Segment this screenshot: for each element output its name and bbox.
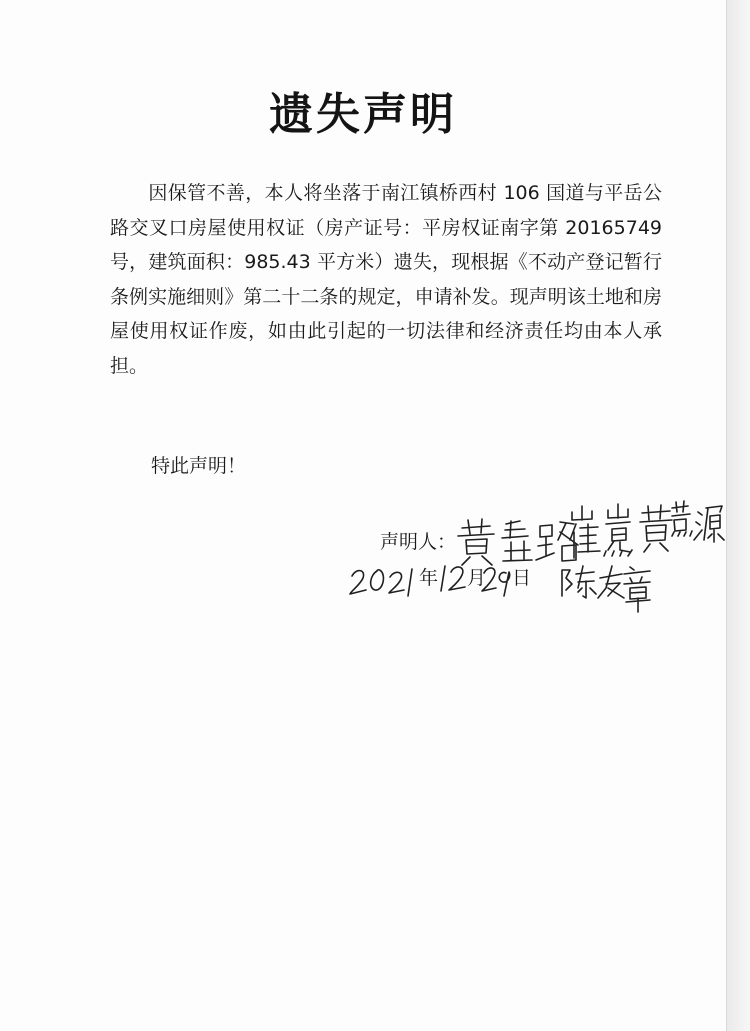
- closing-line: 特此声明！: [151, 455, 247, 477]
- statement-text: 因保管不善，本人将坐落于南江镇桥西村 106 国道与平岳公路交叉口房屋使用权证（房产证号：平房权证南字第 20165749 号，建筑面积：985.43 平方米）遗失，现根据《不动产登记暂行条例实施细则》第二十二条的规定，申请补发。现声明该土地和房屋使用权证作废，如由此引起的一切法律和经济责任均由本人承担。: [110, 182, 662, 377]
- document-title: 遗失声明: [269, 89, 457, 140]
- date-day-char: 日: [512, 567, 532, 589]
- date-year-char: 年: [419, 567, 439, 589]
- signature-strokes: [350, 501, 724, 612]
- date-month-char: 月: [467, 567, 487, 589]
- declarant-label: 声明人：: [380, 531, 457, 553]
- date-printed-chars: [419, 567, 531, 589]
